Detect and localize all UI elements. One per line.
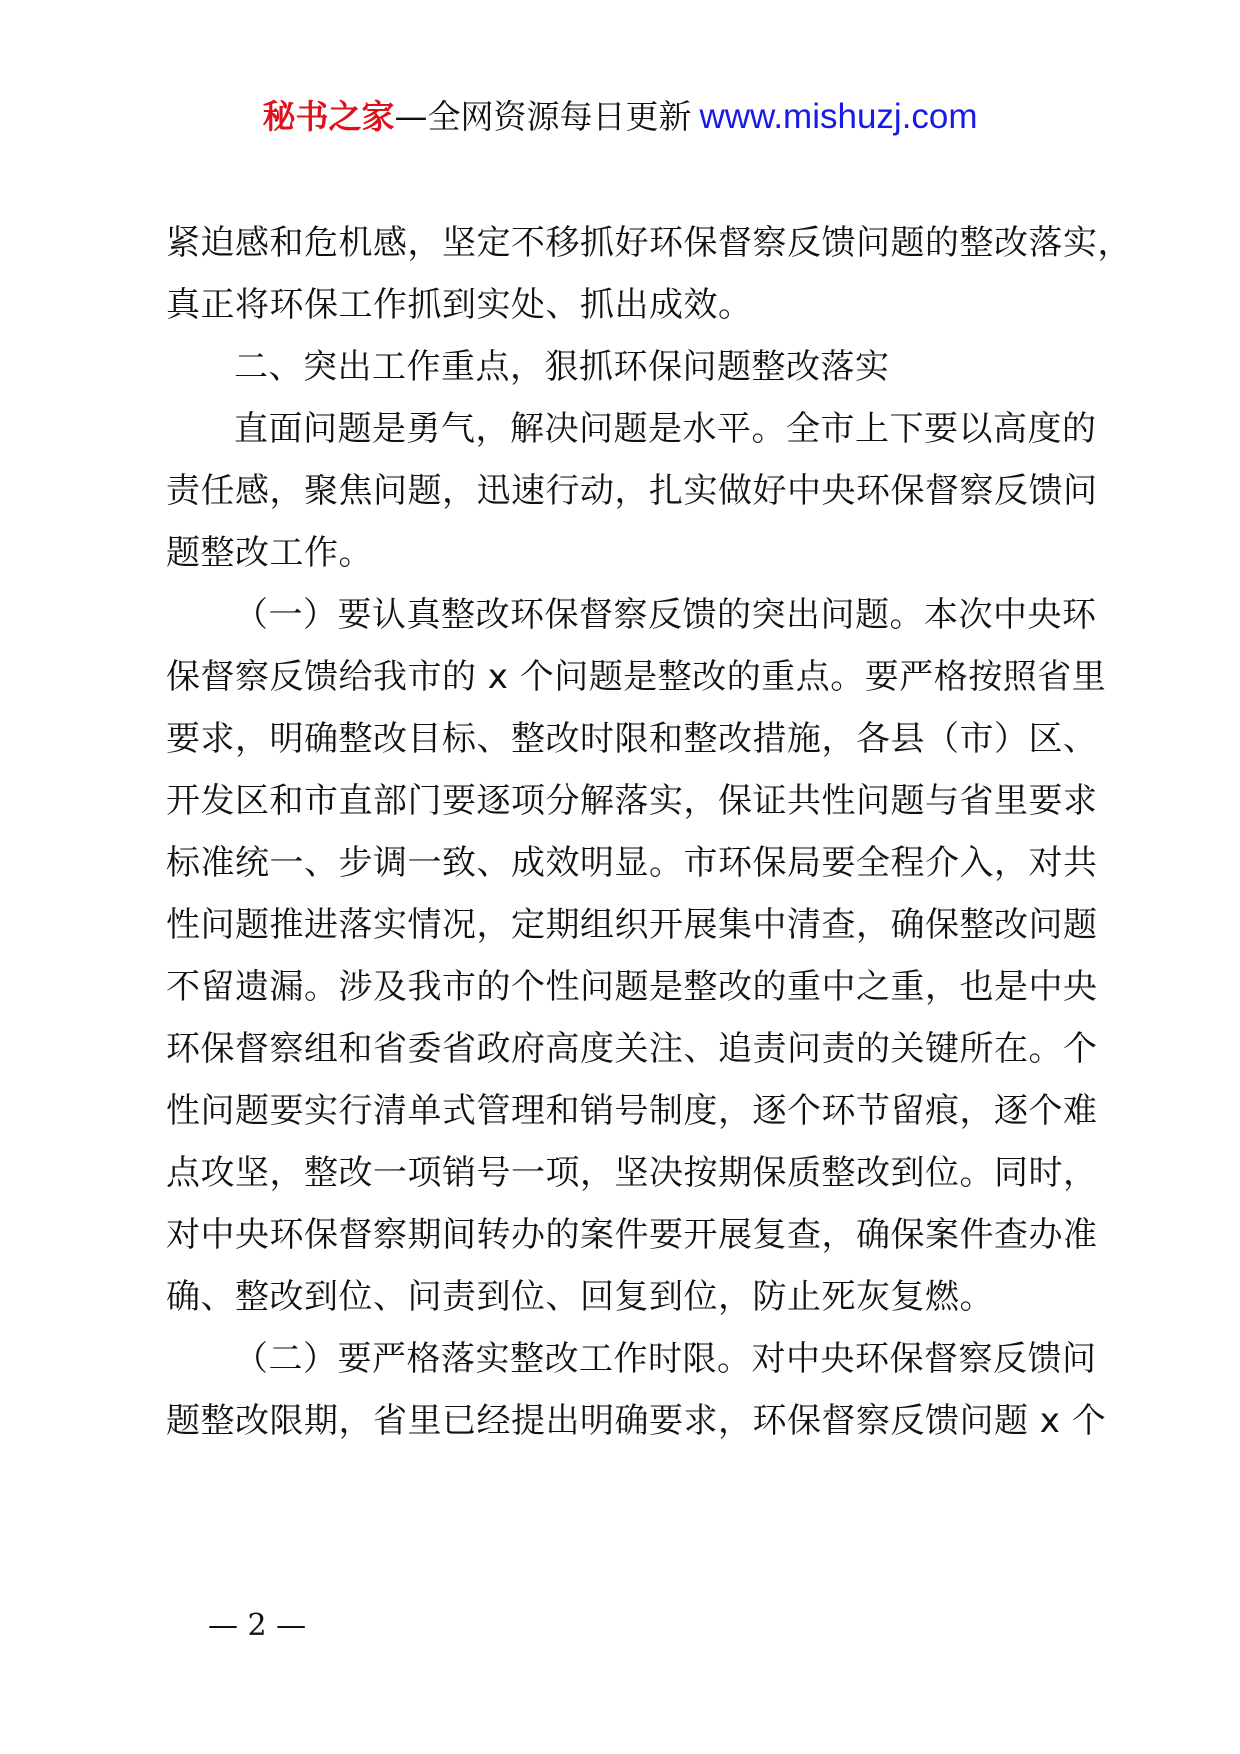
text-line: 点攻坚，整改一项销号一项，坚决按期保质整改到位。同时， bbox=[166, 1153, 1098, 1193]
text-line: 性问题要实行清单式管理和销号制度，逐个环节留痕，逐个难 bbox=[166, 1091, 1098, 1131]
subsection-line: （二）要严格落实整改工作时限。对中央环保督察反馈问 bbox=[234, 1339, 1097, 1379]
text-line: 题整改限期，省里已经提出明确要求，环保督察反馈问题 x 个 bbox=[166, 1401, 1107, 1441]
page-number: — 2 — bbox=[208, 1608, 307, 1643]
text-line: 开发区和市直部门要逐项分解落实，保证共性问题与省里要求 bbox=[166, 781, 1098, 821]
text-line: 对中央环保督察期间转办的案件要开展复查，确保案件查办准 bbox=[166, 1215, 1098, 1255]
subsection-line: （一）要认真整改环保督察反馈的突出问题。本次中央环 bbox=[234, 595, 1097, 635]
section-heading: 二、突出工作重点，狠抓环保问题整改落实 bbox=[234, 347, 890, 387]
text-line: 性问题推进落实情况，定期组织开展集中清查，确保整改问题 bbox=[166, 905, 1098, 945]
header-tagline: —全网资源每日更新 bbox=[394, 97, 692, 136]
site-url: www.mishuzj.com bbox=[699, 97, 978, 136]
text-line: 真正将环保工作抓到实处、抓出成效。 bbox=[166, 285, 753, 325]
text-line: 题整改工作。 bbox=[166, 533, 373, 573]
text-line: 保督察反馈给我市的 x 个问题是整改的重点。要严格按照省里 bbox=[166, 657, 1107, 697]
text-line: 标准统一、步调一致、成效明显。市环保局要全程介入，对共 bbox=[166, 843, 1098, 883]
text-line: 确、整改到位、问责到位、回复到位，防止死灰复燃。 bbox=[166, 1277, 994, 1317]
text-line: 责任感，聚焦问题，迅速行动，扎实做好中央环保督察反馈问 bbox=[166, 471, 1098, 511]
brand-name: 秘书之家 bbox=[262, 97, 395, 136]
text-line: 直面问题是勇气，解决问题是水平。全市上下要以高度的 bbox=[234, 409, 1097, 449]
text-line: 要求，明确整改目标、整改时限和整改措施，各县（市）区、 bbox=[166, 719, 1098, 759]
site-header bbox=[0, 95, 1240, 139]
text-line: 环保督察组和省委省政府高度关注、追责问责的关键所在。个 bbox=[166, 1029, 1098, 1069]
text-line: 不留遗漏。涉及我市的个性问题是整改的重中之重，也是中央 bbox=[166, 967, 1098, 1007]
document-body bbox=[166, 212, 1132, 1452]
text-line: 紧迫感和危机感，坚定不移抓好环保督察反馈问题的整改落实， bbox=[166, 223, 1132, 263]
